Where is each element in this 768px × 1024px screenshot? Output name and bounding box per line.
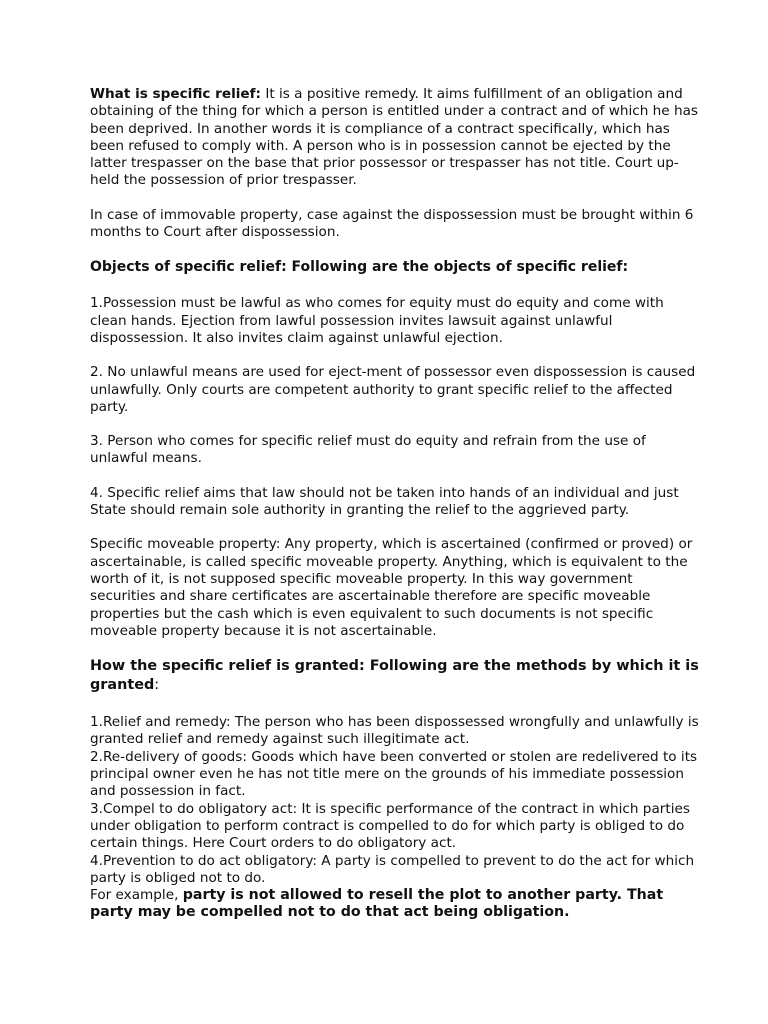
objects-item-4: 4. Specific relief aims that law should not be taken into hands of an individual and just State should remain sole authority in granting the relief to the aggrieved party.	[90, 484, 679, 519]
methods-heading-text: How the specific relief is granted: Following are the methods by which it is granted	[90, 658, 699, 694]
objects-item-1: 1.Possession must be lawful as who comes for equity must do equity and come with clean hands. Ejection from lawful possession invites lawsuit against unlawful dispossession. It also invites claim against unlawful ejection.	[90, 295, 664, 346]
example-bold-text: party is not allowed to resell the plot to another party. That party may be compelled not to do that act being obligation.	[90, 887, 664, 921]
intro-text: It is a positive remedy. It aims fulfillment of an obligation and obtaining of the thing for which a person is entitled under a contract and of which he has been deprived. In another words it is compliance of a contract specifically, which has been refused to comply with. A person who is in possession cannot be ejected by the latter trespasser on the base that prior possessor or trespasser has not title. Court up-held the possession of prior trespasser.	[90, 86, 699, 189]
methods-item-1: 1.Relief and remedy: The person who has been dispossessed wrongfully and unlawfully is granted relief and remedy against such illegitimate act.	[90, 714, 699, 748]
document-page	[90, 86, 700, 922]
methods-item-3: 3.Compel to do obligatory act: It is specific performance of the contract in which parties under obligation to perform contract is compelled to do for which party is obliged to do certain things. Here Court orders to do obligatory act.	[90, 800, 690, 852]
methods-heading	[90, 657, 700, 695]
example-paragraph	[90, 887, 700, 922]
methods-item-2: 2.Re-delivery of goods: Goods which have been converted or stolen are redelivered to its principal owner even he has not title mere on the grounds of his immediate possession and possession in fact.	[90, 748, 698, 800]
objects-item-2: 2. No unlawful means are used for eject-ment of possessor even dispossession is caused unlawfully. Only courts are competent authority to grant specific relief to the affected party.	[90, 364, 696, 415]
moveable-paragraph: Specific moveable property: Any property, which is ascertained (confirmed or proved) or ascertainable, is called specific moveable property. Anything, which is equivalent to the worth of it, is not supposed specific moveable property. In this way government securities and share certificates are ascertainable therefore are specific moveable properties but the cash which is even equivalent to such documents is not specific moveable property because it is not ascertainable.	[90, 536, 693, 639]
methods-item-4: 4.Prevention to do act obligatory: A party is compelled to prevent to do the act for which party is obliged not to do.	[90, 852, 695, 886]
methods-heading-colon: :	[154, 677, 160, 694]
objects-heading: Objects of specific relief: Following are the objects of specific relief:	[90, 259, 629, 276]
intro-term: What is specific relief:	[90, 86, 261, 102]
objects-item-3: 3. Person who comes for specific relief must do equity and refrain from the use of unlawful means.	[90, 433, 646, 467]
intro-paragraph	[90, 86, 700, 190]
immovable-paragraph: In case of immovable property, case against the dispossession must be brought within 6 months to Court after dispossession.	[90, 206, 694, 241]
example-prefix: For example,	[90, 887, 183, 904]
